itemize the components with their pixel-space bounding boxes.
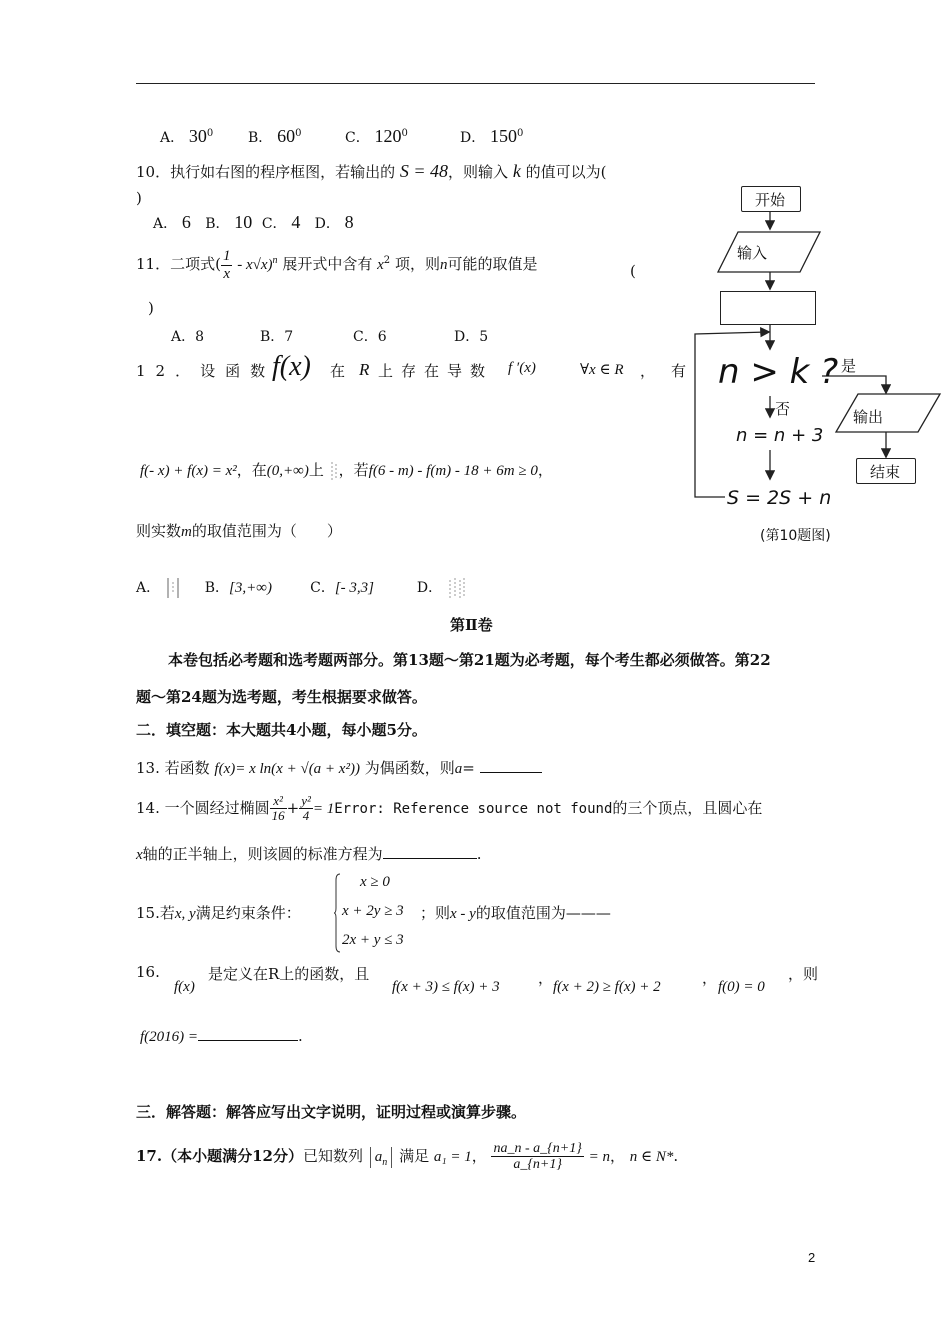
q12-option-d-missing-icon xyxy=(447,576,467,600)
q13-answer-blank xyxy=(480,758,542,773)
q12-R: R xyxy=(359,360,370,379)
q11-paren-open: ( xyxy=(630,262,636,280)
q9-option-c-letter: C． xyxy=(345,130,370,146)
q12-line3-b: 的取值范围为（ ） xyxy=(191,522,342,540)
q9-option-d xyxy=(460,126,523,147)
q16-t1: 是定义在R上的函数，且 xyxy=(208,965,370,983)
q17-cond: n ∈ N* xyxy=(629,1148,674,1165)
q14-line2 xyxy=(136,843,481,864)
q15-constraint-2: x + 2y ≥ 3 xyxy=(342,903,404,919)
q16-ask-line xyxy=(140,1027,303,1046)
q14-fraction-x xyxy=(270,794,287,824)
q15-t3: 的取值范围为——— xyxy=(475,904,611,922)
q10-option-b-value: 10 xyxy=(234,212,253,232)
q16-fx: f(x) xyxy=(174,979,195,995)
q17-eq: = n xyxy=(588,1148,610,1165)
q11-var: n xyxy=(439,257,448,273)
flowchart-caption: (第10题图) xyxy=(760,528,831,544)
q10-text-c: 的值可以为( xyxy=(525,163,607,181)
q11-option-b: B．7 xyxy=(260,329,294,345)
q16-c3: f(0) = 0 xyxy=(718,979,765,995)
flowchart-step2: S = 2S + n xyxy=(727,487,832,509)
q16-ask: f(2016) = xyxy=(140,1029,199,1045)
q15-tail xyxy=(420,902,611,923)
q14 xyxy=(136,794,762,824)
section2-heading: 二．填空题：本大题共4小题，每小题5分。 xyxy=(136,721,427,739)
q10-option-a-letter: A． xyxy=(153,216,178,232)
q12-t7: ， xyxy=(537,461,553,479)
q12-t3: ，有 xyxy=(640,362,703,380)
flowchart-input: 输入 xyxy=(737,244,768,262)
q12-t5: 上 xyxy=(308,461,324,479)
q10-option-c-letter: C． xyxy=(261,216,287,232)
q11-exp: n xyxy=(272,255,278,266)
q16-sep1: ， xyxy=(538,969,554,987)
q10-option-c-value: 4 xyxy=(291,212,301,232)
q13-a: a xyxy=(454,761,463,777)
q11-text-b: 展开式中含有 xyxy=(282,255,373,273)
q12-missing-glyph-icon xyxy=(329,460,339,482)
q16-sep2: ， xyxy=(702,969,718,987)
q16-c1: f(x + 3) ≤ f(x) + 3 xyxy=(392,979,500,995)
section2-intro-1: 本卷包括必考题和选考题两部分。第13题～第21题为必考题，每个考生都必须做答。第22 xyxy=(168,651,771,669)
q9-option-b-sup: 0 xyxy=(295,128,302,139)
q15-lead: 15.若 xyxy=(136,904,175,922)
q14-dot: . xyxy=(476,845,482,863)
q12-fprime: f ′(x) xyxy=(508,360,536,376)
q12-t4: ，在 xyxy=(236,461,267,479)
q10-stem xyxy=(136,161,606,182)
q17: 17.（本小题满分12分）已知数列 $a_n$ 满足 a₁ = 1， $\frac{na\_n - a\_\{n+1\}}{a\_\{n+1\}}$ = n， n ∈ N*. xyxy=(136,1141,679,1173)
q12-options xyxy=(136,576,467,600)
q13-fx: f(x) xyxy=(214,761,236,777)
q12-cond: f(- x) + f(x) = x² xyxy=(140,463,237,479)
q9-option-a-value: 30 xyxy=(188,126,207,146)
q12-t6: ，若 xyxy=(338,461,369,479)
q12-line3-a: 则实数 xyxy=(136,522,182,540)
flowchart-end: 结束 xyxy=(870,463,901,481)
q17-seq: a xyxy=(374,1148,383,1165)
q15-constraint-3: 2x + y ≤ 3 xyxy=(342,932,404,948)
q12-interval: (0,+∞) xyxy=(266,463,309,479)
q17-lead: 17.（本小题满分12分） xyxy=(136,1146,303,1165)
q17-end: . xyxy=(673,1146,679,1165)
q14-answer-blank xyxy=(383,844,477,859)
q17-sequence xyxy=(370,1147,393,1168)
q14-error-text: Error: Reference source not found xyxy=(334,800,613,817)
flowchart-step1: n = n + 3 xyxy=(736,425,824,446)
q11-option-d: D．5 xyxy=(454,329,489,345)
q14-frac-x-den: 16 xyxy=(271,808,285,824)
q17-t2: 满足 xyxy=(399,1146,430,1165)
q11-option-c: C．6 xyxy=(353,329,387,345)
q12-line3 xyxy=(136,520,342,541)
q12-m: m xyxy=(181,524,192,540)
q9-option-d-value: 150 xyxy=(490,126,518,146)
q13 xyxy=(136,757,542,778)
q17-fraction xyxy=(491,1141,583,1173)
q10-option-d-value: 8 xyxy=(344,212,354,232)
q17-seq-sub: n xyxy=(382,1156,388,1168)
q9-option-b-value: 60 xyxy=(277,126,296,146)
flowchart-blank-box xyxy=(720,291,816,325)
q16-dot: . xyxy=(298,1027,303,1045)
q12-ineq: f(6 - m) - f(m) - 18 + 6m ≥ 0 xyxy=(368,463,538,479)
q12-line2 xyxy=(140,459,553,482)
q14-eq: = 1 xyxy=(312,800,335,817)
q14-plus: + xyxy=(286,798,300,817)
q11-text-c: 项，则 xyxy=(394,255,440,273)
q17-frac-den: a_{n+1} xyxy=(513,1157,562,1173)
q12-option-a-letter: A． xyxy=(136,580,161,596)
q10-var: k xyxy=(512,161,521,181)
q9-option-c-sup: 0 xyxy=(401,128,408,139)
page-number: 2 xyxy=(808,1250,816,1265)
q11-frac-num: 1 xyxy=(222,248,231,264)
flowchart-no: 否 xyxy=(775,400,791,418)
q11-text-d: 可能的取值是 xyxy=(447,255,538,273)
q14-t1: 的三个顶点，且圆心在 xyxy=(612,798,763,817)
q10-close-paren: ) xyxy=(136,189,142,207)
q17-frac-num: na_n - a_{n+1} xyxy=(493,1141,582,1156)
q10-text-a: 10．执行如右图的程序框图，若输出的 xyxy=(136,163,396,181)
q14-fraction-y xyxy=(299,794,313,824)
q10-option-d-letter: D． xyxy=(314,216,340,232)
q13-lead: 13. 若函数 xyxy=(136,759,210,777)
q12-t1: 在 xyxy=(330,362,346,380)
q9-options xyxy=(160,126,213,147)
q17-t1: 已知数列 xyxy=(302,1146,363,1165)
header-rule xyxy=(136,83,815,84)
q14-line2-x: x xyxy=(136,847,143,863)
q11-term: x xyxy=(377,257,384,273)
section2-intro-2: 题～第24题为选考题，考生根据要求做答。 xyxy=(136,688,427,706)
q11-text-a: 11．二项式( xyxy=(136,255,221,273)
q11-term-exp: 2 xyxy=(383,255,391,266)
q15-vars: x, y xyxy=(174,906,196,922)
q12-forall: ∀x ∈ R xyxy=(580,362,624,378)
q14-line2-text: 轴的正半轴上，则该圆的标准方程为 xyxy=(142,845,383,863)
flowchart-cond: n > k ? xyxy=(718,352,839,392)
q9-option-d-letter: D． xyxy=(460,130,486,146)
q14-frac-y-num: y² xyxy=(301,793,311,808)
q15-t1: 满足约束条件： xyxy=(195,904,301,922)
q15 xyxy=(136,902,301,923)
q9-option-a-letter: A． xyxy=(160,130,185,146)
q16-answer-blank xyxy=(198,1031,298,1041)
q15-t2: ；则 xyxy=(420,904,451,922)
q9-option-b xyxy=(248,126,301,147)
q14-lead: 14. 一个圆经过椭圆 xyxy=(136,798,270,817)
q11-paren-close: ) xyxy=(148,299,154,317)
q11-option-a: A．8 xyxy=(171,329,205,345)
q12-fx: f(x) xyxy=(272,351,311,382)
q13-eq: = x ln(x + √(a + x²)) xyxy=(235,761,360,777)
q10-option-b-letter: B． xyxy=(205,216,230,232)
q15-expr: x - y xyxy=(450,906,476,922)
flowchart-start: 开始 xyxy=(755,191,786,209)
q12-lead: 12．设函数 xyxy=(136,362,276,380)
q16-lead: 16. xyxy=(136,963,160,981)
q10-text-b: ，则输入 xyxy=(448,163,509,181)
q15-constraint-1: x ≥ 0 xyxy=(360,874,390,890)
q10-expr: S = 48 xyxy=(399,161,449,181)
q12-option-d-letter: D． xyxy=(416,580,443,596)
q11-frac-den: x xyxy=(223,265,231,282)
q12-option-a-missing-icon xyxy=(165,576,181,600)
q9-option-c-value: 120 xyxy=(374,126,402,146)
q9-option-d-sup: 0 xyxy=(517,128,524,139)
q11-expr: - x√x) xyxy=(237,257,273,273)
q12-t2: 上存在导数 xyxy=(378,362,494,380)
flowchart-yes: 是 xyxy=(841,357,857,375)
q17-a1: a₁ = 1 xyxy=(433,1148,472,1165)
q9-option-a-sup: 0 xyxy=(206,128,214,139)
q12-option-c-letter: C． xyxy=(310,580,335,596)
flowchart-output: 输出 xyxy=(853,408,884,426)
q11-stem xyxy=(136,248,537,282)
q10-option-a-value: 6 xyxy=(181,212,191,232)
q16-c2: f(x + 2) ≥ f(x) + 2 xyxy=(553,979,661,995)
q16-t2: ，则 xyxy=(788,965,819,983)
q12-option-b-value: [3,+∞) xyxy=(229,580,272,596)
section2-title: 第Ⅱ卷 xyxy=(450,616,493,634)
q11-fraction xyxy=(221,248,233,282)
q12-option-c-value: [- 3,3] xyxy=(334,580,374,596)
q14-frac-y-den: 4 xyxy=(302,808,310,824)
section3-heading: 三．解答题：解答应写出文字说明，证明过程或演算步骤。 xyxy=(136,1103,527,1121)
q13-eq2: = xyxy=(462,759,475,777)
q15-constraint-system xyxy=(334,872,434,954)
q9-option-c xyxy=(345,126,408,147)
q15-brace-icon xyxy=(334,872,342,954)
q14-frac-x-num: x² xyxy=(270,794,287,809)
q10-options xyxy=(153,212,354,233)
q13-t1: 为偶函数，则 xyxy=(364,759,455,777)
q12-option-b-letter: B． xyxy=(204,580,230,596)
q9-option-b-letter: B． xyxy=(248,130,273,146)
